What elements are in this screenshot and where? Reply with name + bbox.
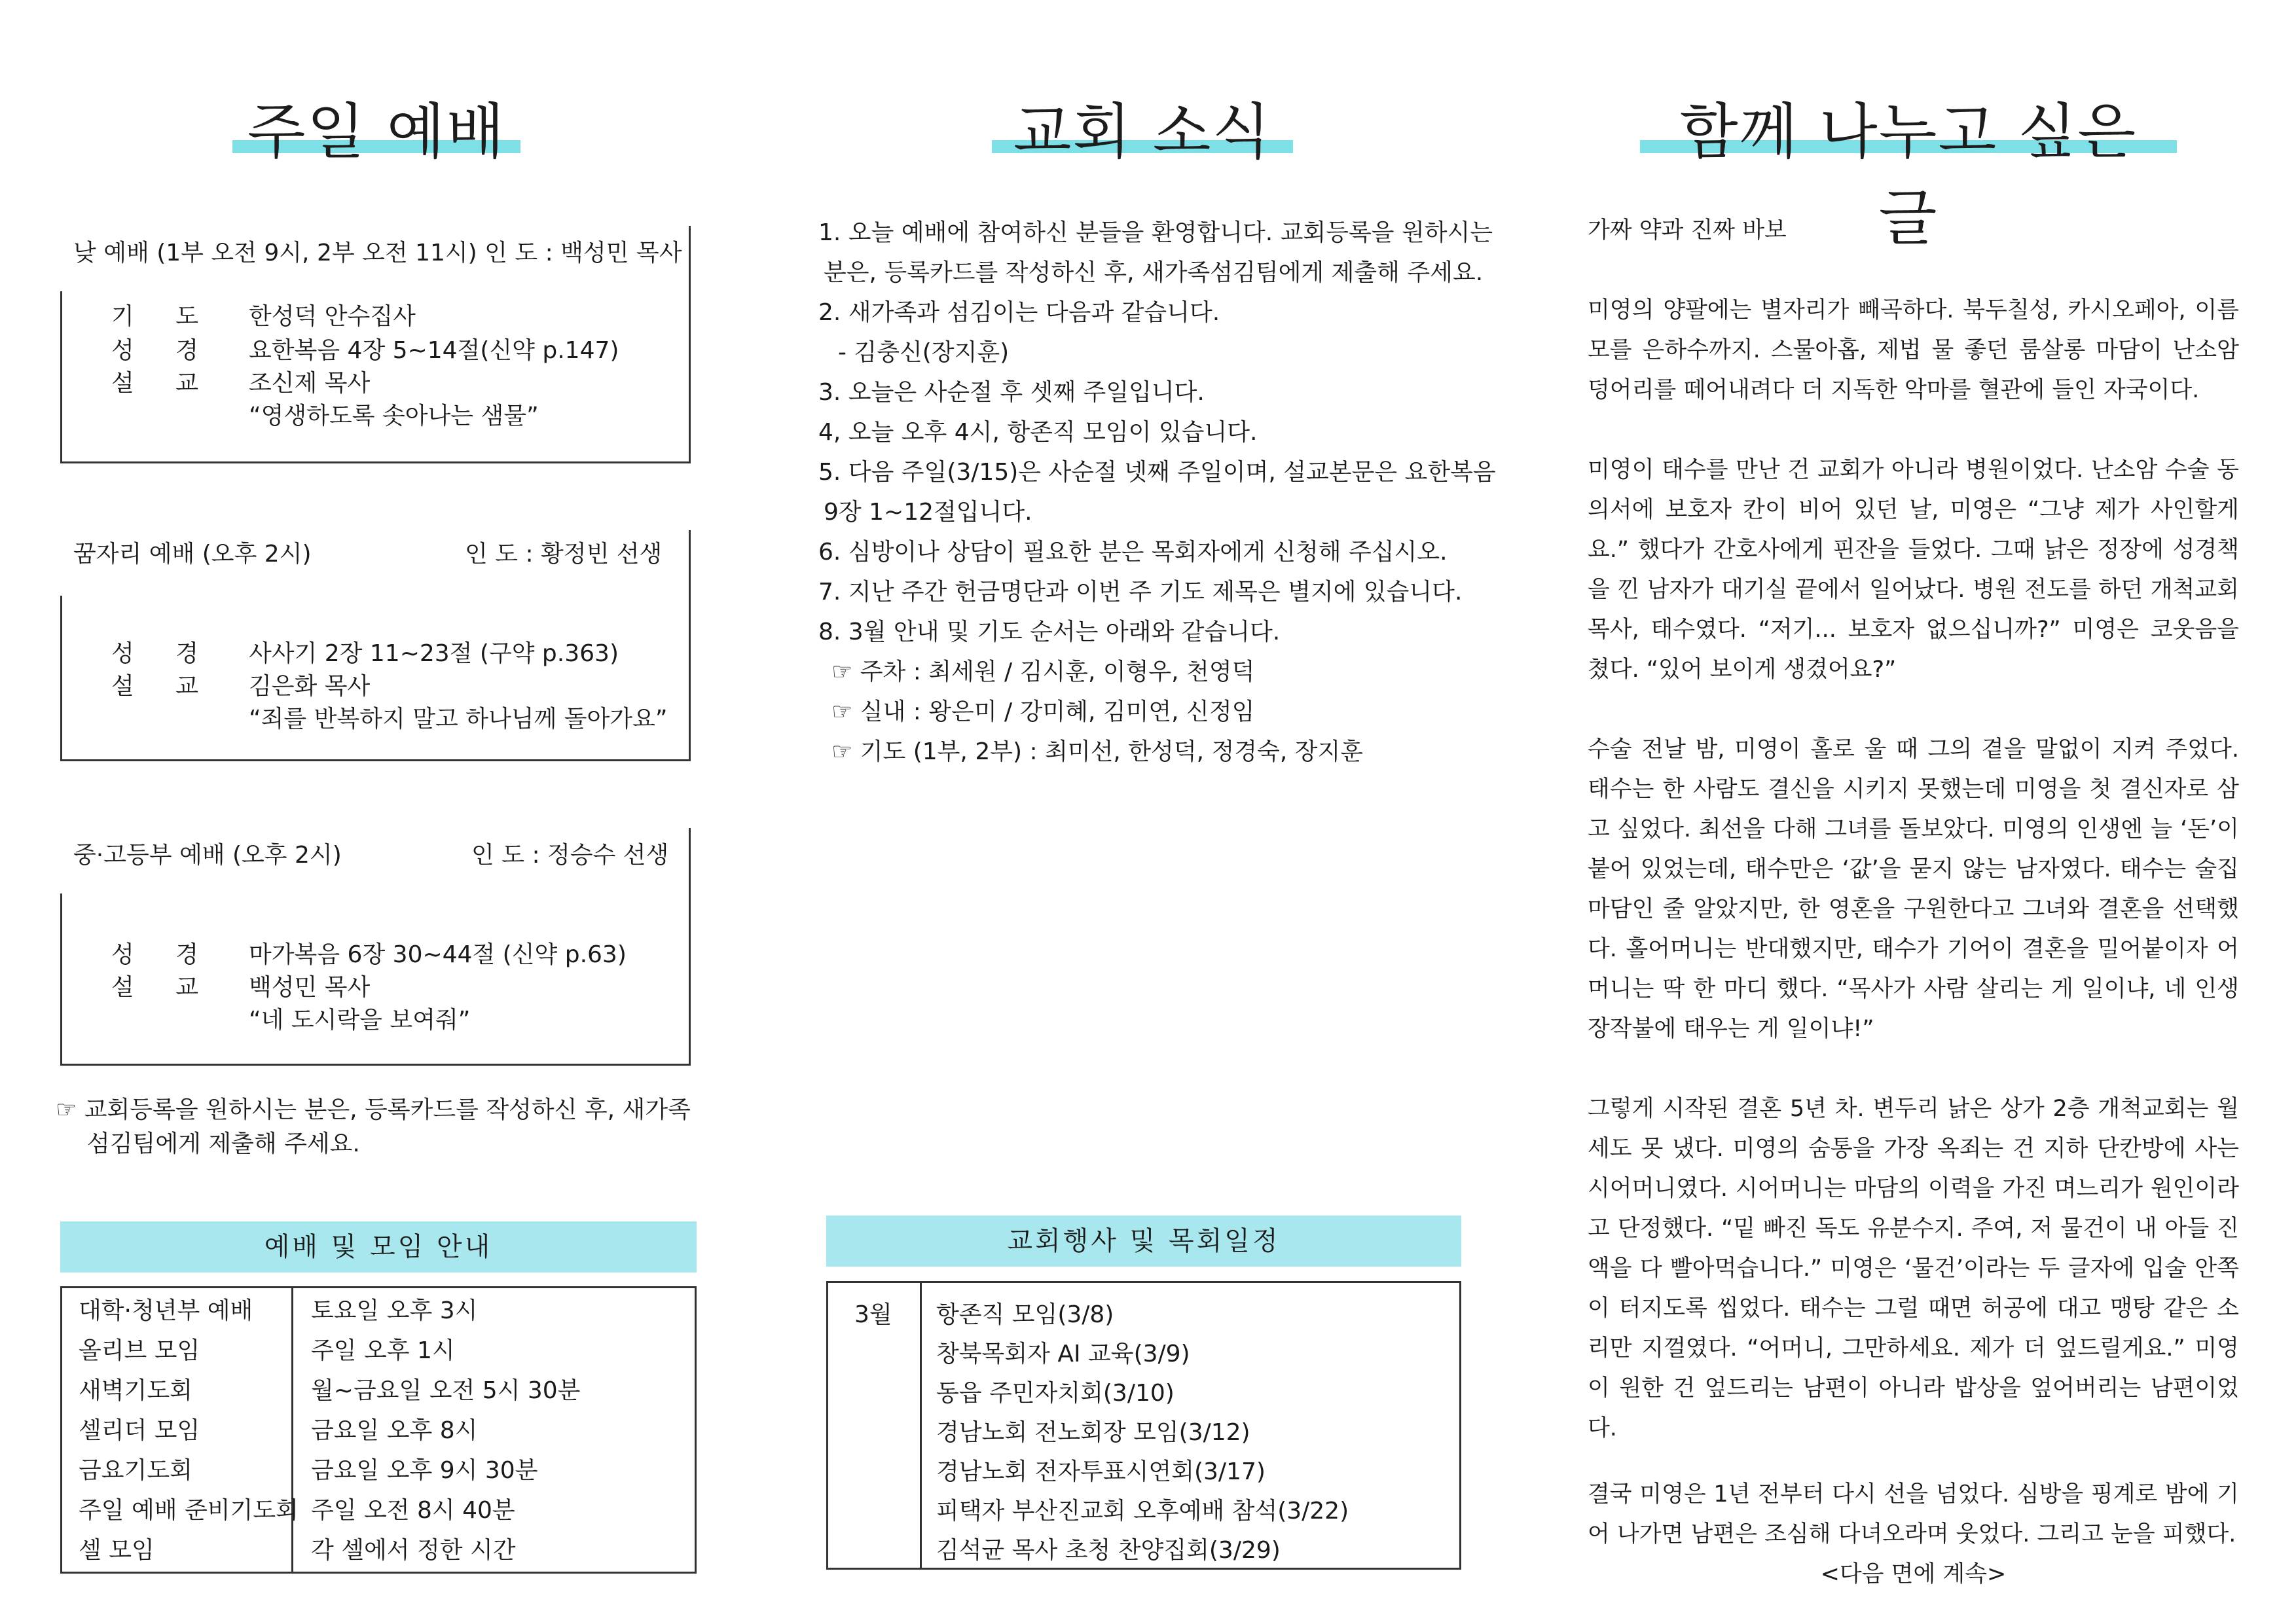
meeting-name: 금요기도회 [79,1457,192,1484]
row-value: 마가복음 6장 30~44절 (신약 p.63) [249,941,627,968]
box-left-border [60,893,62,1064]
news-line: ☞ 주차 : 최세원 / 김시훈, 이형우, 천영덕 [831,659,1255,685]
meeting-time: 주일 오전 8시 40분 [311,1497,515,1524]
essay-paragraph: 미영의 양팔에는 별자리가 빼곡하다. 북두칠성, 카시오페아, 이름 모를 은하수까지. 스물아홉, 제법 물 좋던 룸살롱 마담이 난소암 덩어리를 떼어내려다 더 지독한 악마를 혈관에 들인 자국이다. [1588,297,2239,403]
sermon-title: “네 도시락을 보여줘” [249,1007,471,1034]
news-line: 9장 1~12절입니다. [824,499,1032,526]
sermon-title: “영생하도록 솟아나는 샘물” [249,403,539,429]
kids-worship-heading: 꿈자리 예배 (오후 2시) [73,541,312,568]
essay-paragraph: 수술 전날 밤, 미영이 홀로 울 때 그의 곁을 말없이 지켜 주었다. 태수는 한 사람도 결신을 시키지 못했는데 미영을 첫 결신자로 삼고 싶었다. 최선을 다해 그녀를 돌보았다. 미영의 인생엔 늘 ‘돈’이 붙어 있었는데, 태수만은 ‘값’을 묻지 않는 남자였다. 태수는 술집 마담인 줄 알았지만, 한 영혼을 구원한다고 그녀와 결혼을 선택했다. 홀어머니는 반대했지만, 태수가 기어이 결혼을 밀어붙이자 어머니는 딱 한 마디 했다. “목사가 사람 살리는 게 일이냐, 네 인생 장작불에 태우는 게 일이냐!” [1588,736,2239,1042]
sermon-title: “죄를 반복하지 말고 하나님께 돌아가요” [249,706,668,732]
essay-paragraph: 미영이 태수를 만난 건 교회가 아니라 병원이었다. 난소암 수술 동의서에 보호자 칸이 비어 있던 날, 미영은 “그냥 제가 사인할게요.” 했다가 간호사에게 핀잔을 들었다. 그때 낡은 정장에 성경책을 낀 남자가 대기실 끝에서 일어났다. 병원 전도를 하던 개척교회 목사, 태수였다. “저기... 보호자 없으십니까?” 미영은 코웃음을 쳤다. “있어 보이게 생겼어요?” [1588,457,2239,683]
box-left-border [60,291,62,461]
row-value: 조신제 목사 [249,370,371,397]
youth-worship-heading: 중·고등부 예배 (오후 2시) [73,842,342,869]
essay-paragraph: 결국 미영은 1년 전부터 다시 선을 넘었다. 심방을 핑계로 밤에 기어 나가면 남편은 조심해 다녀오라며 웃었다. 그리고 눈을 피했다. [1588,1481,2239,1547]
row-label: 기 도 [111,303,215,330]
heading-worship-text: 주일 예배 [247,97,506,167]
news-line: 분은, 등록카드를 작성하신 후, 새가족섬김팀에게 제출해 주세요. [824,259,1484,286]
meeting-name: 셀 모임 [79,1537,155,1564]
heading-news [992,84,1293,167]
news-line: - 김충신(장지훈) [838,339,1010,366]
row-value: 한성덕 안수집사 [249,303,416,330]
event-text: 김석균 목사 초청 찬양집회(3/29) [936,1537,1281,1564]
news-line: 2. 새가족과 섬김이는 다음과 같습니다. [818,299,1220,326]
meeting-time: 월~금요일 오전 5시 30분 [311,1377,581,1404]
event-text: 경남노회 전노회장 모임(3/12) [936,1419,1250,1446]
row-label: 성 경 [111,337,215,364]
heading-share-text: 함께 나누고 싶은 글 [1679,97,2138,253]
registration-note [56,1093,697,1161]
row-label: 성 경 [111,640,215,667]
meeting-name: 셀리더 모임 [79,1417,200,1444]
row-value: 김은화 목사 [249,673,371,700]
table-divider [920,1283,922,1568]
events-title: 교회행사 및 목회일정 [826,1216,1461,1267]
row-label: 설 교 [111,974,215,1001]
kids-worship-leader: 인 도 : 황정빈 선생 [465,541,663,568]
table-divider [291,1288,293,1572]
news-line: 3. 오늘은 사순절 후 셋째 주일입니다. [818,379,1205,406]
news-line: ☞ 기도 (1부, 2부) : 최미선, 한성덕, 정경숙, 장지훈 [831,738,1364,765]
day-worship-heading: 낮 예배 (1부 오전 9시, 2부 오전 11시) 인 도 : 백성민 목사 [73,240,682,266]
note-line: ☞ 교회등록을 원하시는 분은, 등록카드를 작성하신 후, 새가족 [56,1096,691,1123]
essay [1588,211,2239,1595]
box-left-border [60,596,62,759]
news-line: 5. 다음 주일(3/15)은 사순절 넷째 주일이며, 설교본문은 요한복음 [818,459,1496,486]
news-line: 1. 오늘 예배에 참여하신 분들을 환영합니다. 교회등록을 원하시는 [818,219,1493,246]
news-line: 7. 지난 주간 헌금명단과 이번 주 기도 제목은 별지에 있습니다. [818,579,1463,605]
meeting-name: 대학·청년부 예배 [79,1297,253,1324]
heading-news-text: 교회 소식 [1013,97,1272,167]
meeting-name: 올리브 모임 [79,1337,200,1364]
row-value: 사사기 2장 11~23절 (구약 p.363) [249,640,619,667]
meetings-table [60,1286,697,1574]
continued-note: <다음 면에 계속> [1820,1561,2007,1587]
row-value: 요한복음 4장 5~14절(신약 p.147) [249,337,619,364]
event-text: 창북목회자 AI 교육(3/9) [936,1341,1190,1367]
row-label: 설 교 [111,673,215,700]
meeting-time: 금요일 오후 9시 30분 [311,1457,538,1484]
event-text: 동읍 주민자치회(3/10) [936,1380,1175,1407]
news-line: 4, 오늘 오후 4시, 항존직 모임이 있습니다. [818,419,1258,446]
meeting-time: 주일 오후 1시 [311,1337,455,1364]
events-table [826,1281,1461,1570]
heading-worship [232,84,520,167]
row-label: 성 경 [111,941,215,968]
news-line: ☞ 실내 : 왕은미 / 강미혜, 김미연, 신정임 [831,698,1255,725]
meeting-time: 각 셀에서 정한 시간 [311,1537,516,1564]
news-list [818,213,1496,772]
essay-title: 가짜 약과 진짜 바보 [1588,217,1787,244]
note-line: 섬김팀에게 제출해 주세요. [87,1130,360,1157]
meeting-name: 새벽기도회 [79,1377,192,1404]
event-text: 피택자 부산진교회 오후예배 참석(3/22) [936,1498,1349,1525]
meeting-time: 토요일 오후 3시 [311,1297,478,1324]
row-value: 백성민 목사 [249,974,371,1001]
news-line: 6. 심방이나 상담이 필요한 분은 목회자에게 신청해 주십시오. [818,539,1448,566]
meetings-title: 예배 및 모임 안내 [60,1221,697,1272]
youth-worship-leader: 인 도 : 정승수 선생 [471,842,669,869]
event-text: 항존직 모임(3/8) [936,1301,1114,1328]
meeting-name: 주일 예배 준비기도회 [79,1497,299,1524]
meeting-time: 금요일 오후 8시 [311,1417,478,1444]
news-line: 8. 3월 안내 및 기도 순서는 아래와 같습니다. [818,619,1281,645]
event-text: 경남노회 전자투표시연회(3/17) [936,1458,1266,1485]
essay-paragraph: 그렇게 시작된 결혼 5년 차. 변두리 낡은 상가 2층 개척교회는 월세도 못 냈다. 미영의 숨통을 가장 옥죄는 건 지하 단칸방에 사는 시어머니였다. 시어머니는 마담의 이력을 가진 며느리가 원인이라고 단정했다. “밑 빠진 독도 유분수지. 주여, 저 물건이 내 아들 진액을 다 빨아먹습니다.” 미영은 ‘물건’이라는 두 글자에 입술 안쪽이 터지도록 씹었다. 태수는 그럴 때면 허공에 대고 맹탕 같은 소리만 지껄였다. “어머니, 그만하세요. 제가 더 엎드릴게요.” 미영이 원한 건 엎드리는 남편이 아니라 밥상을 엎어버리는 남편이었다. [1588,1096,2239,1441]
row-label: 설 교 [111,370,215,397]
event-month: 3월 [854,1301,892,1328]
